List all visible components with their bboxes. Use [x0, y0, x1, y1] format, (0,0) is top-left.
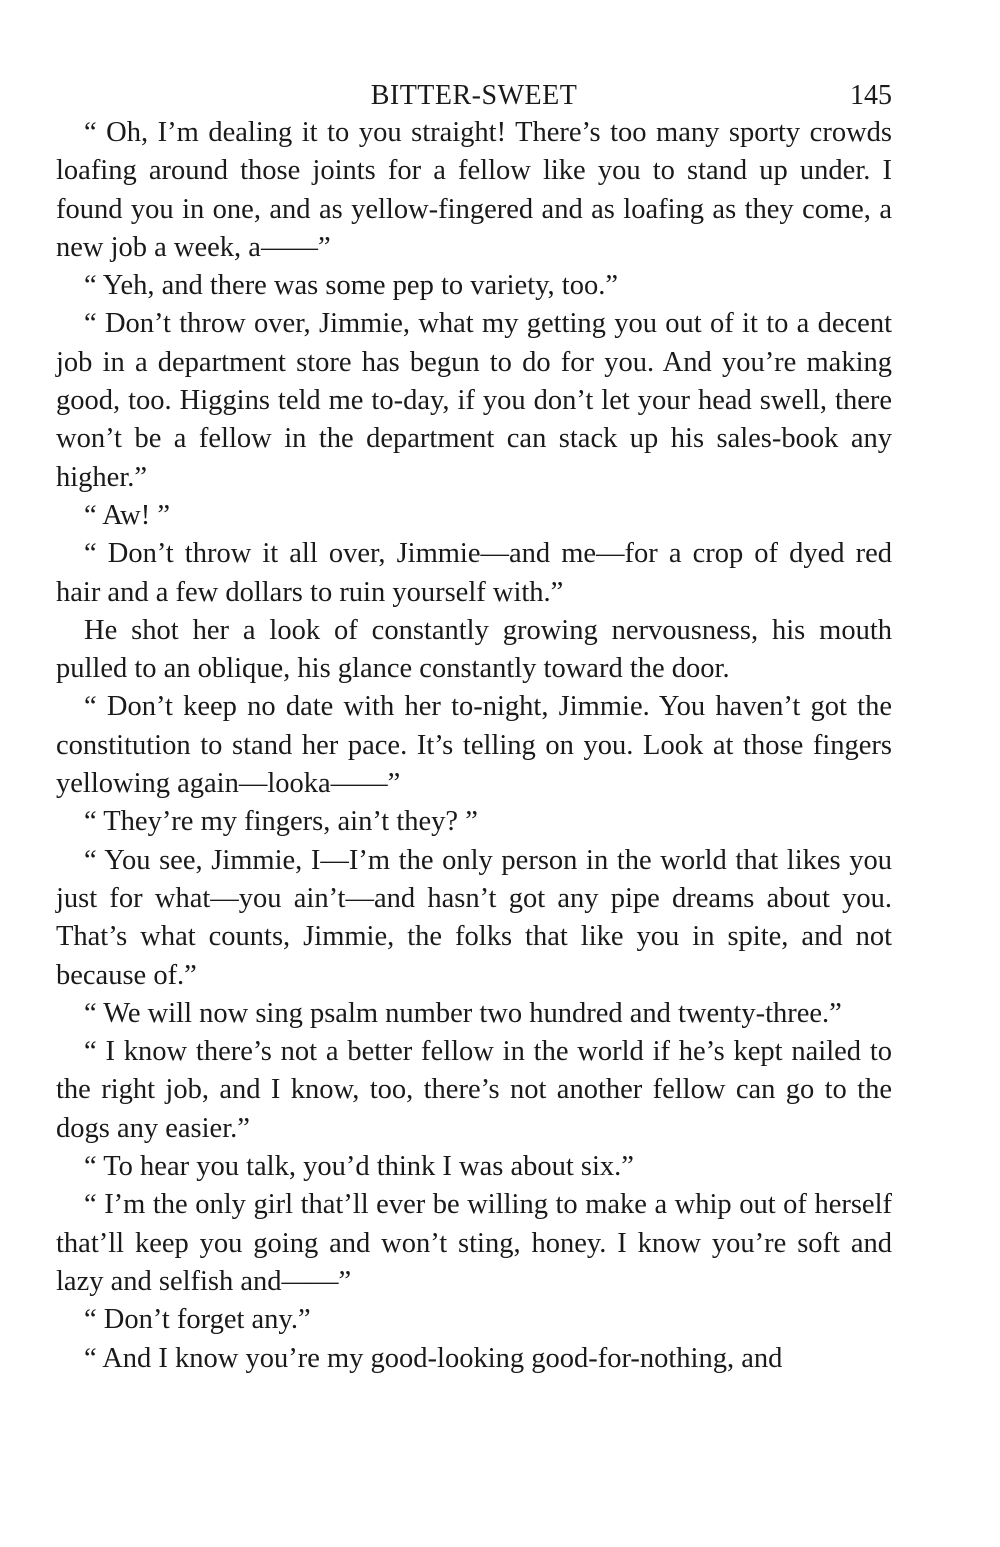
- book-page: [56, 76, 892, 1378]
- paragraph: “ I’m the only girl that’ll ever be willing to make a whip out of herself that’ll keep you going and won’t sting, honey. I know you’re soft and lazy and selfish and——”: [56, 1189, 892, 1297]
- paragraph: “ Don’t throw it all over, Jimmie—and me—for a crop of dyed red hair and a few dollars to ruin yourself with.”: [56, 538, 892, 608]
- paragraph: “ They’re my fingers, ain’t they? ”: [84, 806, 478, 838]
- paragraph: “ To hear you talk, you’d think I was about six.”: [84, 1151, 634, 1183]
- paragraph: “ Yeh, and there was some pep to variety, too.”: [84, 270, 618, 302]
- paragraph: “ We will now sing psalm number two hundred and twenty-three.”: [84, 997, 842, 1029]
- paragraph: “ And I know you’re my good-looking good-for-nothing, and: [84, 1342, 783, 1374]
- paragraph: He shot her a look of constantly growing nervousness, his mouth pulled to an oblique, his glance constantly toward the door.: [56, 614, 892, 685]
- paragraph: “ You see, Jimmie, I—I’m the only person in the world that likes you just for what—you ain’t—and hasn’t got any pipe dreams about you. That’s what counts, Jimmie, the folks that like you in spite, and not because of.”: [56, 844, 892, 991]
- paragraph: “ I know there’s not a better fellow in the world if he’s kept nailed to the right job, and I know, too, there’s not another fellow can go to the dogs any easier.”: [56, 1036, 892, 1144]
- running-title: BITTER-SWEET: [370, 80, 578, 111]
- paragraph: “ Aw! ”: [84, 499, 171, 531]
- paragraph: “ Don’t forget any.”: [84, 1304, 311, 1336]
- body-text: [56, 114, 892, 1378]
- page-header: [56, 76, 892, 116]
- paragraph: “ Don’t keep no date with her to-night, Jimmie. You haven’t got the constitution to stand her pace. It’s telling on you. Look at those fingers yellowing again—looka——”: [56, 691, 892, 800]
- paragraph: “ Don’t throw over, Jimmie, what my getting you out of it to a decent job in a department store has begun to do for you. And you’re making good, too. Higgins teld me to-day, if you don’t let your head swell, there won’t be a fellow in the department can stack up his sales-book any higher.”: [56, 308, 892, 493]
- page-number: 145: [850, 80, 892, 111]
- paragraph: “ Oh, I’m dealing it to you straight! There’s too many sporty crowds loafing around those joints for a fellow like you to stand up under. I found you in one, and as yellow-fingered and as loafing as they come, a new job a week, a——”: [56, 117, 892, 263]
